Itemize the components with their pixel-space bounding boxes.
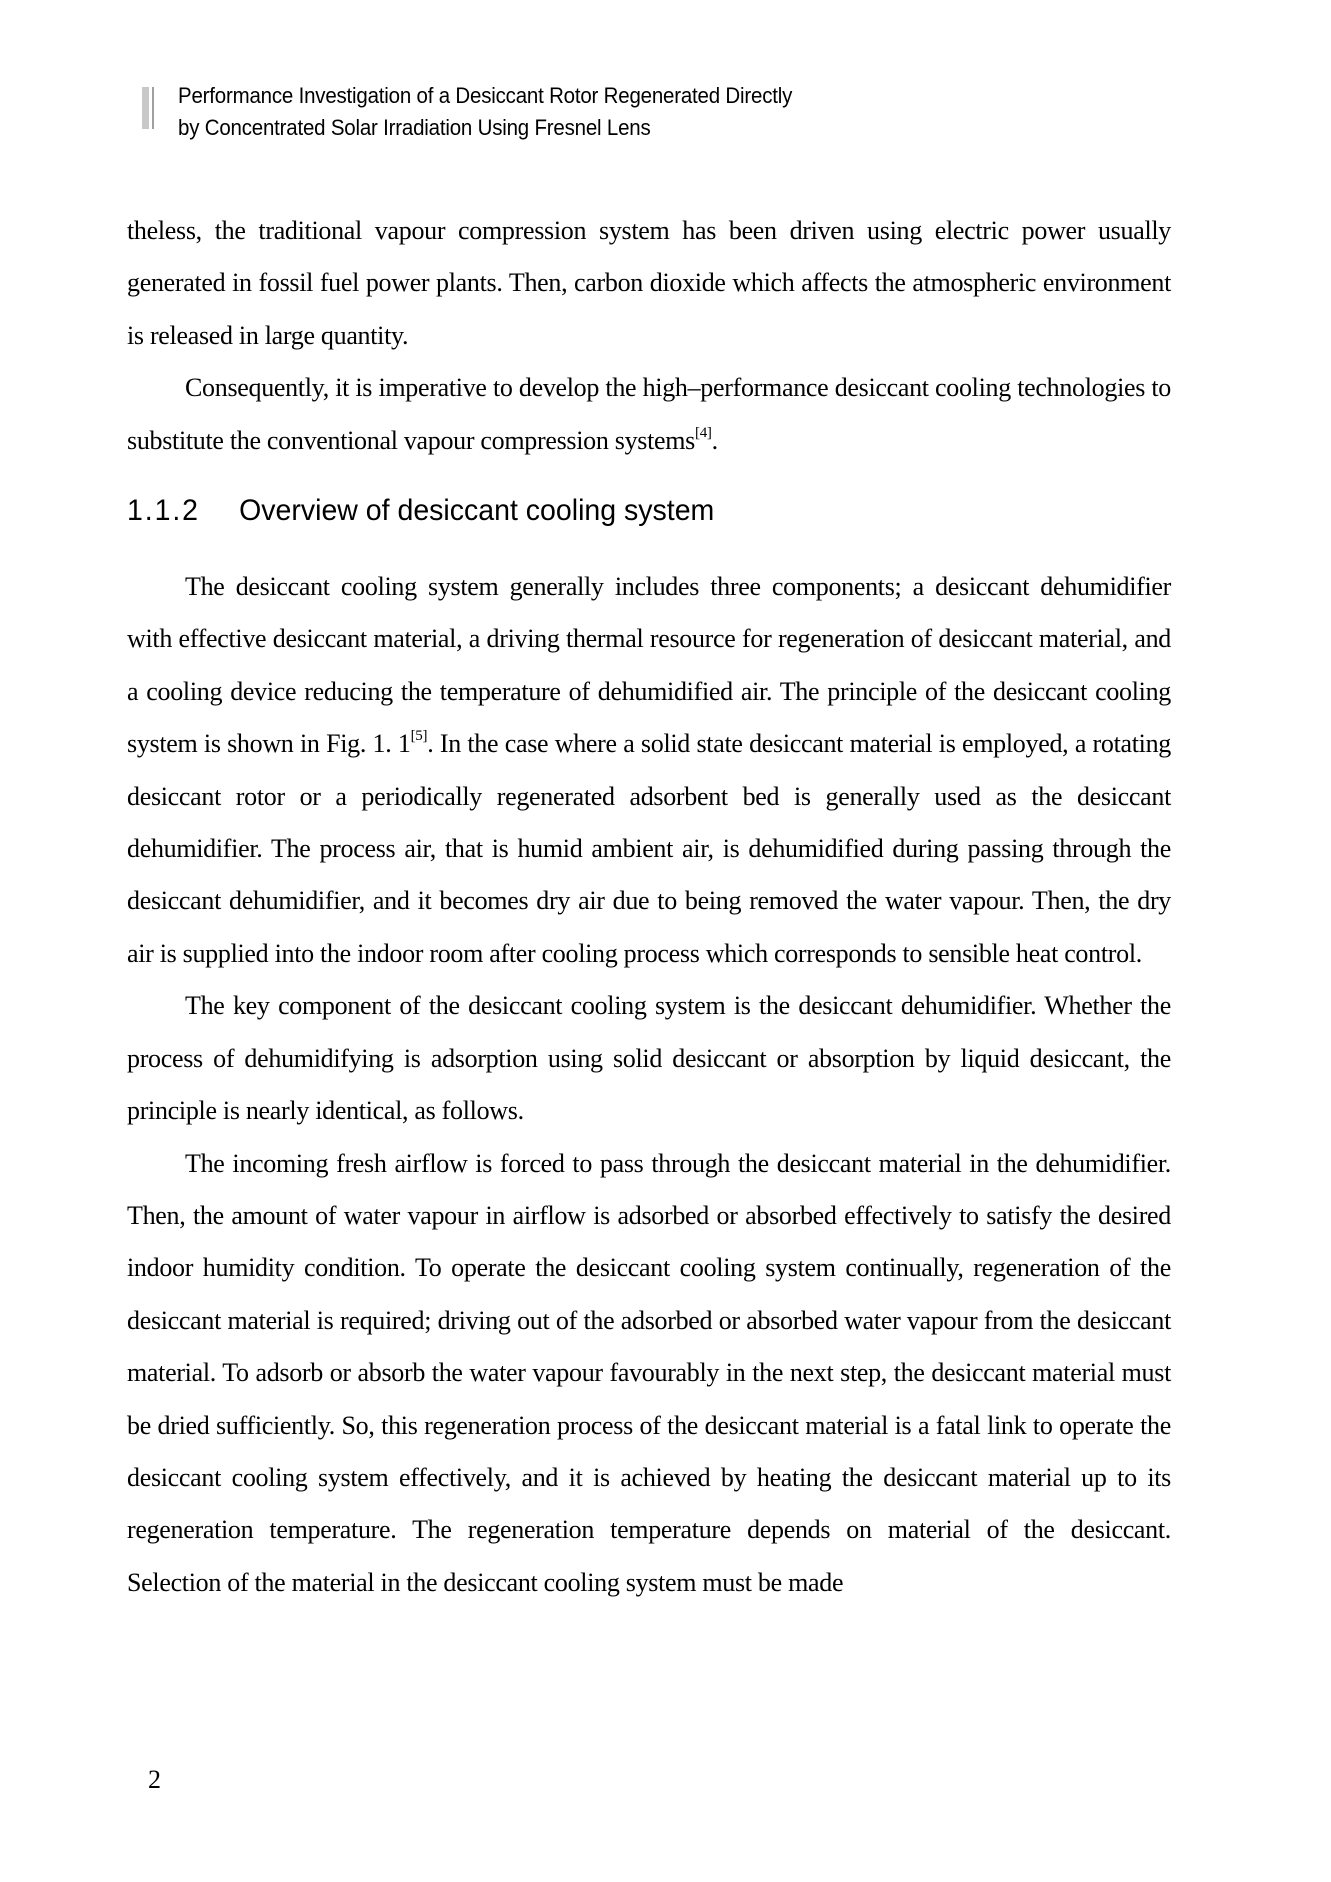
paragraph (127, 1138, 1171, 1610)
paragraph-text: The desiccant cooling system generally includes three components; a desiccant dehumidifier with effective desiccant material, a driving thermal resource for regeneration of desiccant material, and a cooling device reducing the temperature of dehumidified air. The principle of the desiccant cooling system is shown in Fig. 1. 1 (127, 572, 1171, 759)
running-head (178, 80, 792, 144)
paragraph-text: . In the case where a solid state desiccant material is employed, a rotating desiccant rotor or a periodically regenerated adsorbent bed is generally used as the desiccant dehumidifier. The process air, that is humid ambient air, is dehumidified during passing through the desiccant dehumidifier, and it becomes dry air due to being removed the water vapour. Then, the dry air is supplied into the indoor room after cooling process which corresponds to sensible heat control. (127, 729, 1171, 968)
paragraph-continued (127, 205, 1171, 362)
citation-ref[interactable]: [5] (410, 728, 428, 745)
paragraph-text: theless, the traditional vapour compression system has been driven using electric power usually generated in fossil fuel power plants. Then, carbon dioxide which affects the atmospheric environment is released in large quantity. (127, 216, 1171, 350)
paragraph (127, 362, 1171, 467)
paragraph-text: Consequently, it is imperative to develop the high–performance desiccant cooling technologies to substitute the conventional vapour compression systems (127, 373, 1171, 455)
marker-bar-thin (152, 87, 154, 129)
paragraph (127, 561, 1171, 980)
section-heading (127, 491, 1119, 531)
section-title: Overview of desiccant cooling system (239, 494, 715, 528)
running-head-line-1: Performance Investigation of a Desiccant Rotor Regenerated Directly (178, 83, 793, 108)
paragraph (127, 980, 1171, 1137)
running-head-marker (142, 87, 154, 129)
paragraph-text: The key component of the desiccant cooling system is the desiccant dehumidifier. Whether the process of dehumidifying is adsorption using solid desiccant or absorption by liquid desiccant, the principle is nearly identical, as follows. (127, 991, 1171, 1126)
paragraph-text: The incoming fresh airflow is forced to pass through the desiccant material in the dehumidifier. Then, the amount of water vapour in airflow is adsorbed or absorbed effectively to satisfy the desired indoor humidity condition. To operate the desiccant cooling system continually, regeneration of the desiccant material is required; driving out of the adsorbed or absorbed water vapour from the desiccant material. To adsorb or absorb the water vapour favourably in the next step, the desiccant material must be dried sufficiently. So, this regeneration process of the desiccant material is a fatal link to operate the desiccant cooling system effectively, and it is achieved by heating the desiccant material up to its regeneration temperature. The regeneration temperature depends on material of the desiccant. Selection of the material in the desiccant cooling system must be made (127, 1148, 1171, 1597)
running-head-line-2: by Concentrated Solar Irradiation Using Fresnel Lens (178, 115, 651, 140)
marker-bar-thick (142, 87, 149, 129)
page-body (127, 205, 1171, 1609)
section-number: 1.1.2 (127, 494, 200, 528)
citation-ref[interactable]: [4] (695, 424, 712, 441)
page-number: 2 (148, 1765, 161, 1794)
paragraph-text-end: . (711, 425, 718, 455)
